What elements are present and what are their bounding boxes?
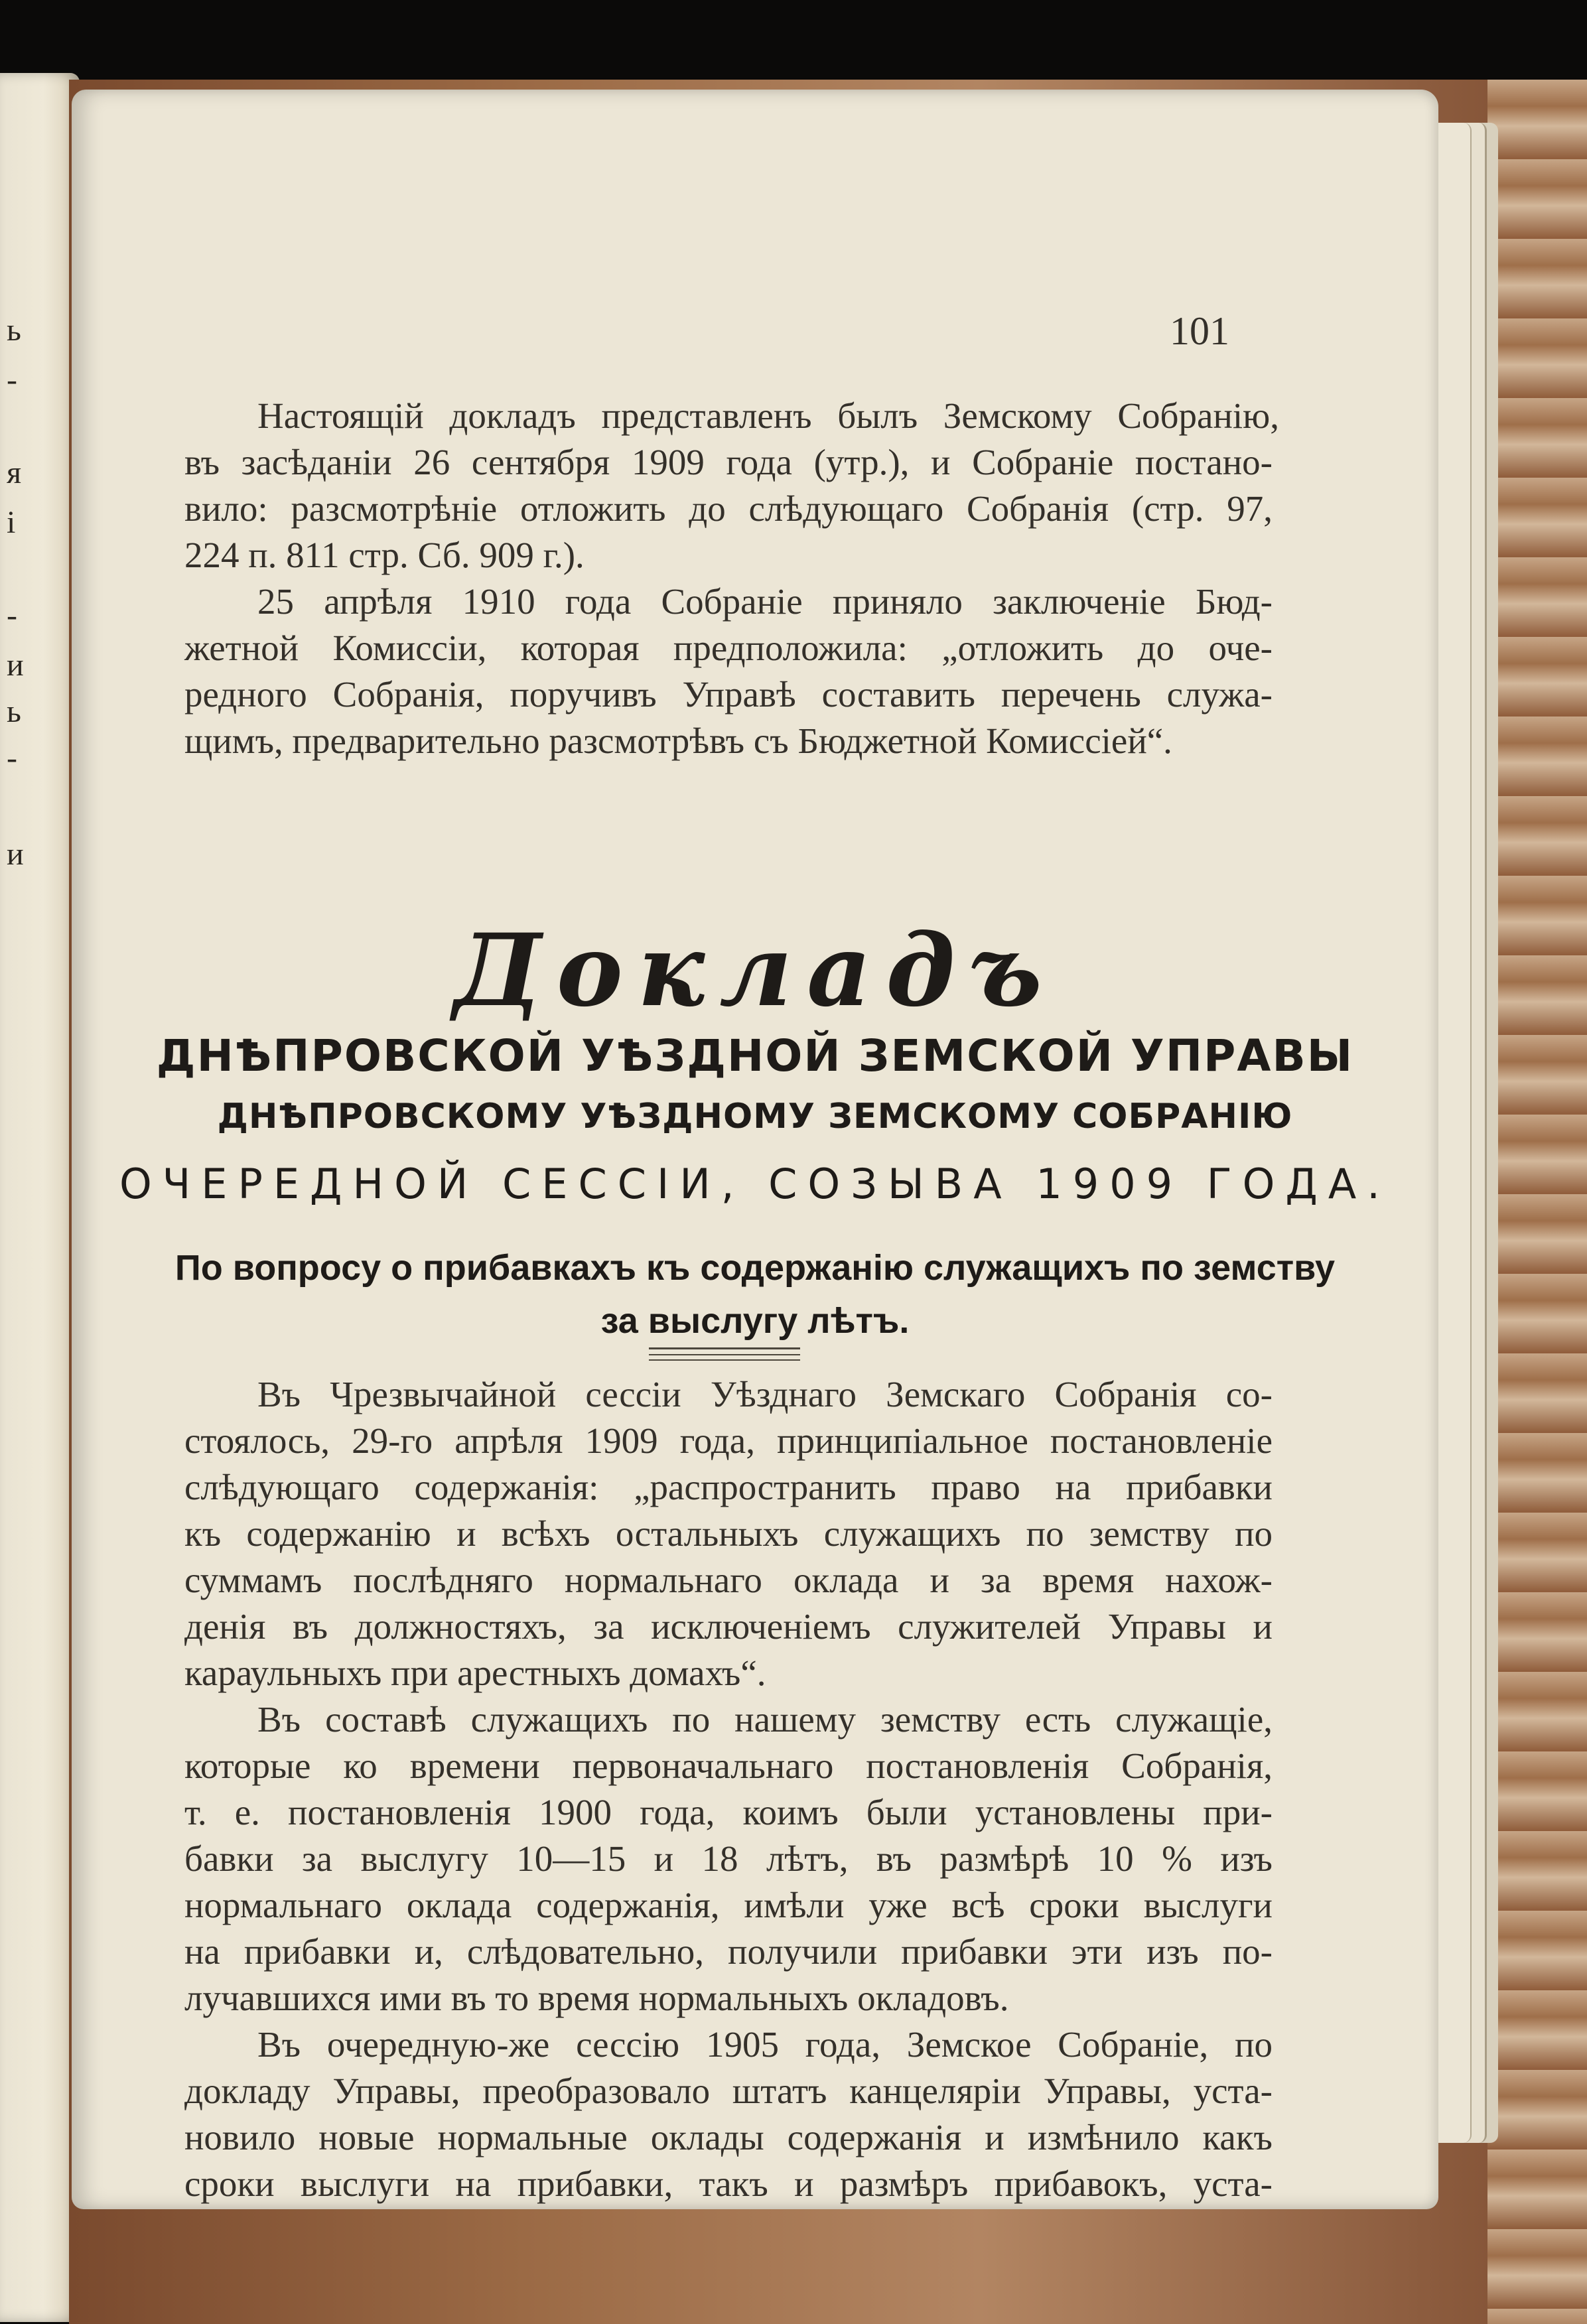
text-line: суммамъ послѣдняго нормальнаго оклада и за время нахож- [184,1560,1273,1600]
text-line: щимъ, предварительно разсмотрѣвъ съ Бюджетной Комиссіей“. [184,720,1172,761]
text-line: новило новые нормальные оклады содержанія и измѣнило какъ [184,2117,1273,2157]
left-page-fragment: и [7,648,24,683]
text-line: 25 апрѣля 1910 года Собраніе приняло заключеніе Бюд- [257,581,1273,622]
left-page-fragment: ь [7,694,21,729]
text-line: на прибавки и, слѣдовательно, получили прибавки эти изъ по- [184,1931,1273,1972]
book-cover-edge [1487,80,1587,2324]
left-page-fragment: - [7,740,17,776]
left-page-fragment: я [7,455,22,490]
text-line: слѣдующаго содержанія: „распространить право на прибавки [184,1467,1273,1507]
left-page-fragment: ь [7,312,21,348]
subject-line: По вопросу о прибавкахъ къ содержанію служащихъ по земству [174,1248,1336,1288]
text-line: караульныхъ при арестныхъ домахъ“. [184,1653,766,1693]
text-line: жетной Комиссіи, которая предположила: „отложить до оче- [184,628,1273,668]
text-line: въ засѣданіи 26 сентября 1909 года (утр.), и Собраніе постано- [184,442,1273,482]
left-page-fragment: - [7,598,17,633]
divider [649,1359,800,1361]
left-page-fragment: - [7,362,17,397]
text-line: денія въ должностяхъ, за исключеніемъ служителей Управы и [184,1606,1273,1647]
text-line: лучавшихся ими въ то время нормальныхъ окладовъ. [184,1978,1009,2018]
text-line: бавки за выслугу 10—15 и 18 лѣтъ, въ размѣрѣ 10 % изъ [184,1838,1273,1879]
text-line: которые ко времени первоначальнаго постановленія Собранія, [184,1745,1273,1786]
left-page-fragment: і [7,505,16,540]
text-line: стоялось, 29-го апрѣля 1909 года, принципіальное постановленіе [184,1420,1273,1461]
heading-assembly: ДНѢПРОВСКОМУ УѢЗДНОМУ ЗЕМСКОМУ СОБРАНІЮ [217,1097,1293,1136]
heading-board: ДНѢПРОВСКОЙ УѢЗДНОЙ ЗЕМСКОЙ УПРАВЫ [156,1030,1354,1081]
text-line: къ содержанію и всѣхъ остальныхъ служащихъ по земству по [184,1513,1273,1554]
text-line: 224 п. 811 стр. Сб. 909 г.). [184,535,585,575]
text-line: Настоящій докладъ представленъ былъ Земскому Собранію, [257,395,1279,436]
text-line: Въ Чрезвычайной сессіи Уѣзднаго Земскаго Собранія со- [257,1374,1273,1414]
page-number: 101 [1170,309,1229,353]
text-line: вило: разсмотрѣніе отложить до слѣдующаго Собранія (стр. 97, [184,488,1273,529]
divider [649,1347,800,1349]
subject-line: за выслугу лѣтъ. [600,1301,910,1341]
text-line: Въ составѣ служащихъ по нашему земству есть служащіе, [257,1699,1273,1740]
left-page-fragment: и [7,837,24,872]
text-line: Въ очередную-же сессію 1905 года, Земское Собраніе, по [257,2024,1273,2065]
text-line: сроки выслуги на прибавки, такъ и размѣръ прибавокъ, уста- [184,2163,1273,2204]
text-line: нормальнаго оклада содержанія, имѣли уже всѣ сроки выслуги [184,1885,1273,1925]
text-line: редного Собранія, поручивъ Управѣ составить перечень служа- [184,674,1273,715]
heading-session: ОЧЕРЕДНОЙ СЕССІИ, СОЗЫВА 1909 ГОДА. [119,1160,1391,1208]
text-line: докладу Управы, преобразовало штатъ канцеляріи Управы, уста- [184,2071,1273,2111]
text-line: т. е. постановленія 1900 года, коимъ были установлены при- [184,1792,1273,1832]
divider [649,1354,800,1355]
previous-page-edge [0,73,80,2322]
document-title: Докладъ [453,912,1057,1029]
book-page [72,90,1438,2209]
